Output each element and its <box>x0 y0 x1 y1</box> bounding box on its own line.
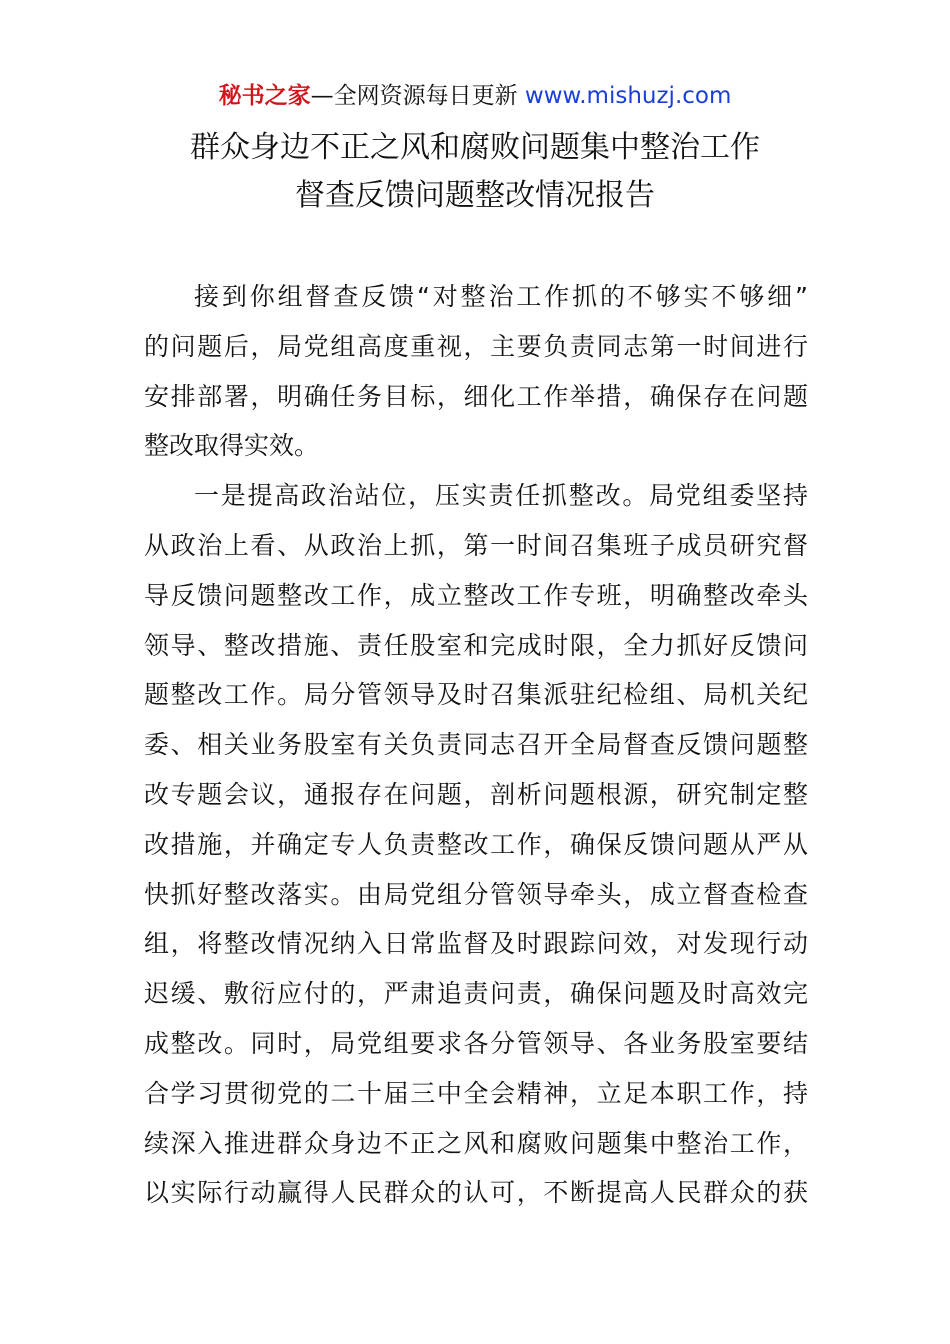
document-body <box>144 272 808 1218</box>
text-line: 从政治上看、从政治上抓，第一时间召集班子成员研究督 <box>144 530 808 560</box>
text-line: 的问题后，局党组高度重视，主要负责同志第一时间进行 <box>144 331 808 361</box>
text-line: 整改取得实效。 <box>144 431 320 461</box>
document-title-line-2: 督查反馈问题整改情况报告 <box>295 178 655 213</box>
text-line: 安排部署，明确任务目标，细化工作举措，确保存在问题 <box>144 381 808 411</box>
site-header <box>0 80 950 112</box>
document-title-line-1: 群众身边不正之风和腐败问题集中整治工作 <box>190 130 760 165</box>
text-line: 导反馈问题整改工作，成立整改工作专班，明确整改牵头 <box>144 580 808 610</box>
text-line: 快抓好整改落实。由局党组分管领导牵头，成立督查检查 <box>144 879 808 909</box>
text-line: 改专题会议，通报存在问题，剖析问题根源，研究制定整 <box>144 779 808 809</box>
text-line: 题整改工作。局分管领导及时召集派驻纪检组、局机关纪 <box>144 680 808 710</box>
text-line: 以实际行动赢得人民群众的认可，不断提高人民群众的获 <box>144 1178 808 1208</box>
text-line: 合学习贯彻党的二十届三中全会精神，立足本职工作，持 <box>144 1078 808 1108</box>
text-line: 续深入推进群众身边不正之风和腐败问题集中整治工作， <box>144 1128 808 1158</box>
text-line: 接到你组督查反馈“对整治工作抓的不够实不够细” <box>194 282 808 311</box>
header-tagline: —全网资源每日更新 <box>310 83 518 109</box>
text-line: 一是提高政治站位，压实责任抓整改。局党组委坚持 <box>194 481 808 511</box>
text-line: 改措施，并确定专人负责整改工作，确保反馈问题从严从 <box>144 829 808 859</box>
text-line: 成整改。同时，局党组要求各分管领导、各业务股室要结 <box>144 1028 808 1058</box>
header-url-link[interactable]: www.mishuzj.com <box>524 83 732 109</box>
text-line: 组，将整改情况纳入日常监督及时跟踪问效，对发现行动 <box>144 929 808 959</box>
text-line: 委、相关业务股室有关负责同志召开全局督查反馈问题整 <box>144 730 808 760</box>
paragraph-2 <box>144 471 808 1218</box>
text-line: 迟缓、敷衍应付的，严肃追责问责，确保问题及时高效完 <box>144 979 808 1009</box>
brand-name: 秘书之家 <box>218 83 311 109</box>
text-line: 领导、整改措施、责任股室和完成时限，全力抓好反馈问 <box>144 630 808 660</box>
paragraph-1 <box>144 272 808 471</box>
